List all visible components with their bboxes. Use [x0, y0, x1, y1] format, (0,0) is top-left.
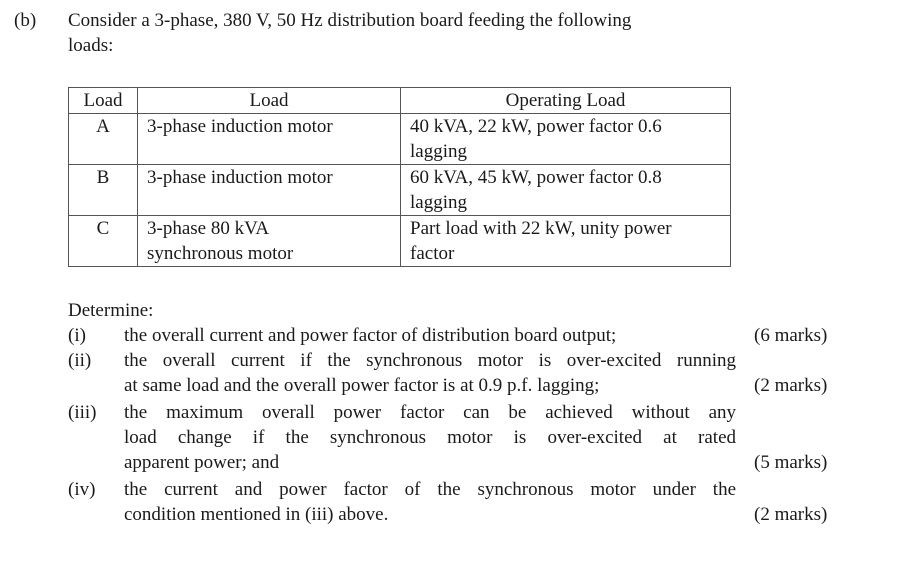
table-row	[69, 114, 731, 165]
load-id-cell: C	[69, 216, 138, 267]
item-line: the overall current and power factor of distribution board output;	[124, 325, 617, 346]
header-load-id: Load	[69, 88, 138, 114]
item-number: (iii)	[68, 402, 97, 423]
load-id-cell: B	[69, 165, 138, 216]
loads-table	[68, 87, 731, 267]
table-row	[69, 216, 731, 267]
item-text	[124, 348, 736, 398]
item-text	[124, 400, 736, 475]
item-number: (iv)	[68, 479, 96, 500]
item-line: the current and power factor of the synchronous motor under the	[124, 479, 736, 500]
header-load-type: Load	[138, 88, 401, 114]
item-text	[124, 477, 736, 527]
load-type-line: 3-phase 80 kVA	[147, 218, 270, 239]
load-id-cell: A	[69, 114, 138, 165]
marks-label: (6 marks)	[754, 325, 828, 346]
load-type-line: synchronous motor	[147, 243, 294, 264]
load-type-cell	[138, 165, 401, 216]
item-line: apparent power; and	[124, 452, 280, 473]
load-type-line: 3-phase induction motor	[147, 167, 333, 188]
operating-load-cell	[401, 165, 731, 216]
item-line: condition mentioned in (iii) above.	[124, 504, 389, 525]
intro-line-2: loads:	[68, 35, 114, 56]
operating-line: 40 kVA, 22 kW, power factor 0.6	[410, 116, 662, 137]
operating-load-cell	[401, 114, 731, 165]
question-intro	[68, 8, 758, 58]
table-row	[69, 165, 731, 216]
table-header-row	[69, 88, 731, 114]
marks-label: (2 marks)	[754, 504, 828, 525]
operating-line: factor	[410, 243, 455, 264]
operating-line: lagging	[410, 192, 467, 213]
header-operating-load: Operating Load	[401, 88, 731, 114]
load-type-cell	[138, 216, 401, 267]
item-line: at same load and the overall power factor is at 0.9 p.f. lagging;	[124, 375, 600, 396]
item-line: load change if the synchronous motor is over-excited at rated	[124, 427, 736, 448]
operating-load-cell	[401, 216, 731, 267]
item-line: the maximum overall power factor can be achieved without any	[124, 402, 736, 423]
load-type-cell	[138, 114, 401, 165]
item-line: the overall current if the synchronous motor is over-excited running	[124, 350, 736, 371]
item-number: (i)	[68, 325, 86, 346]
intro-line-1: Consider a 3-phase, 380 V, 50 Hz distribution board feeding the following	[68, 10, 632, 31]
part-label: (b)	[14, 10, 37, 31]
operating-line: lagging	[410, 141, 467, 162]
marks-label: (5 marks)	[754, 452, 828, 473]
operating-line: 60 kVA, 45 kW, power factor 0.8	[410, 167, 662, 188]
operating-line: Part load with 22 kW, unity power	[410, 218, 672, 239]
marks-label: (2 marks)	[754, 375, 828, 396]
item-number: (ii)	[68, 350, 92, 371]
load-type-line: 3-phase induction motor	[147, 116, 333, 137]
determine-label: Determine:	[68, 300, 154, 321]
item-text	[124, 323, 736, 348]
